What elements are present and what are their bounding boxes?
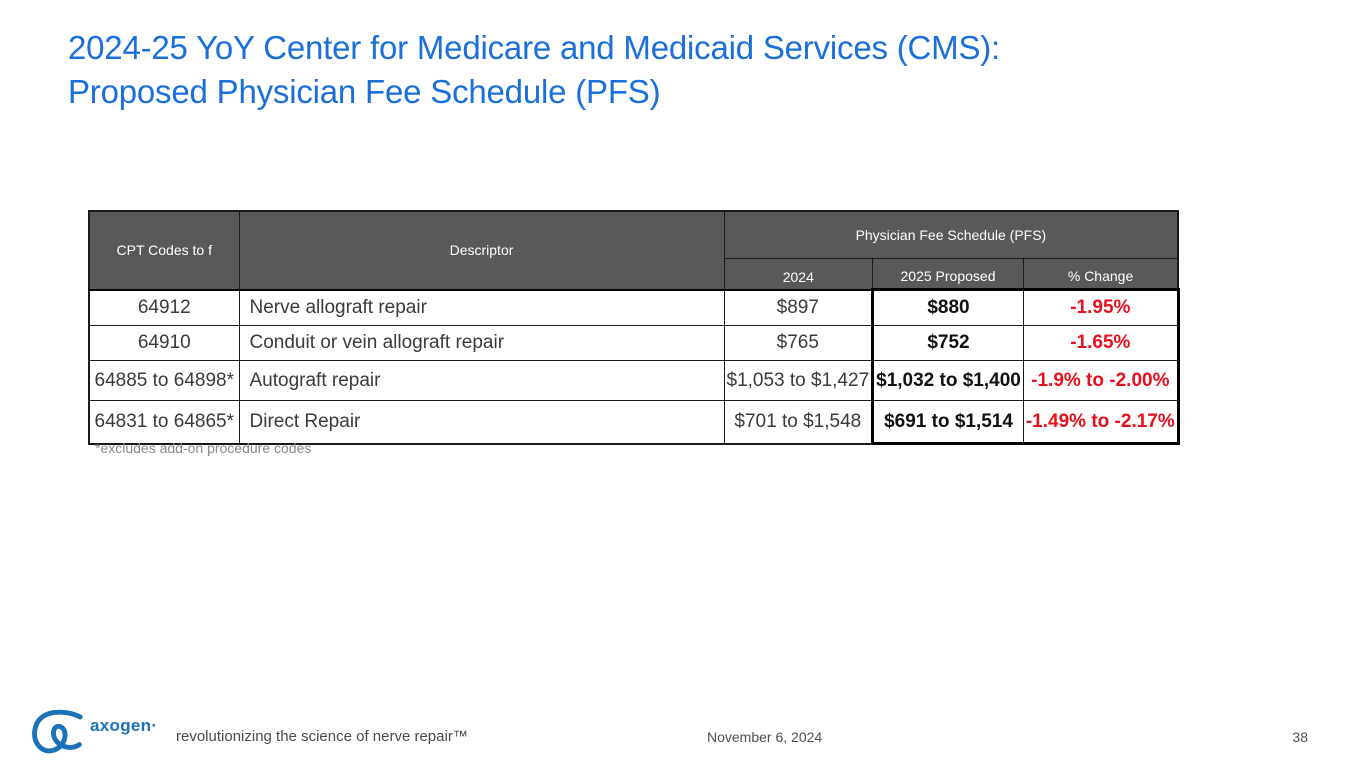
cell-cpt-code: 64910 — [89, 326, 239, 361]
cell-descriptor: Autograft repair — [239, 361, 724, 401]
cell-fee-2024: $765 — [724, 326, 873, 361]
axogen-logo-icon — [28, 708, 86, 758]
column-header-2024: 2024 — [724, 259, 873, 290]
page-number: 38 — [1292, 729, 1308, 745]
slide-title-line1: 2024-25 YoY Center for Medicare and Medicaid Services (CMS): — [68, 29, 1001, 66]
cell-fee-2024: $701 to $1,548 — [724, 401, 873, 444]
footer-date: November 6, 2024 — [707, 729, 823, 745]
slide-title-line2: Proposed Physician Fee Schedule (PFS) — [68, 73, 661, 110]
cell-descriptor: Nerve allograft repair — [239, 290, 724, 326]
cell-percent-change: -1.65% — [1023, 326, 1178, 361]
cell-percent-change: -1.49% to -2.17% — [1023, 401, 1178, 444]
cell-percent-change: -1.9% to -2.00% — [1023, 361, 1178, 401]
column-header-cpt-codes: CPT Codes to f — [89, 211, 239, 290]
footer-tagline: revolutionizing the science of nerve repair™ — [176, 728, 468, 745]
column-header-percent-change: % Change — [1023, 259, 1178, 290]
table-header — [89, 211, 1178, 290]
column-header-2025-proposed: 2025 Proposed — [873, 259, 1024, 290]
cell-percent-change: -1.95% — [1023, 290, 1178, 326]
fee-schedule-table-container — [88, 210, 1180, 445]
column-header-pfs-group: Physician Fee Schedule (PFS) — [724, 211, 1178, 259]
column-header-descriptor: Descriptor — [239, 211, 724, 290]
cell-cpt-code: 64912 — [89, 290, 239, 326]
fee-schedule-table — [88, 210, 1180, 445]
table-row — [89, 401, 1178, 444]
cell-fee-2024: $897 — [724, 290, 873, 326]
slide-title — [68, 26, 1298, 114]
table-footnote: *excludes add-on procedure codes — [95, 440, 312, 456]
cell-descriptor: Conduit or vein allograft repair — [239, 326, 724, 361]
cell-fee-2025-proposed: $1,032 to $1,400 — [873, 361, 1024, 401]
table-row — [89, 361, 1178, 401]
axogen-logo — [28, 706, 168, 760]
axogen-logo-text: axogen· — [90, 716, 158, 735]
cell-fee-2025-proposed: $752 — [873, 326, 1024, 361]
cell-cpt-code: 64831 to 64865* — [89, 401, 239, 444]
table-row — [89, 290, 1178, 326]
cell-cpt-code: 64885 to 64898* — [89, 361, 239, 401]
table-header-row-group — [89, 211, 1178, 259]
cell-descriptor: Direct Repair — [239, 401, 724, 444]
table-row — [89, 326, 1178, 361]
cell-fee-2024: $1,053 to $1,427 — [724, 361, 873, 401]
cell-fee-2025-proposed: $880 — [873, 290, 1024, 326]
cell-fee-2025-proposed: $691 to $1,514 — [873, 401, 1024, 444]
